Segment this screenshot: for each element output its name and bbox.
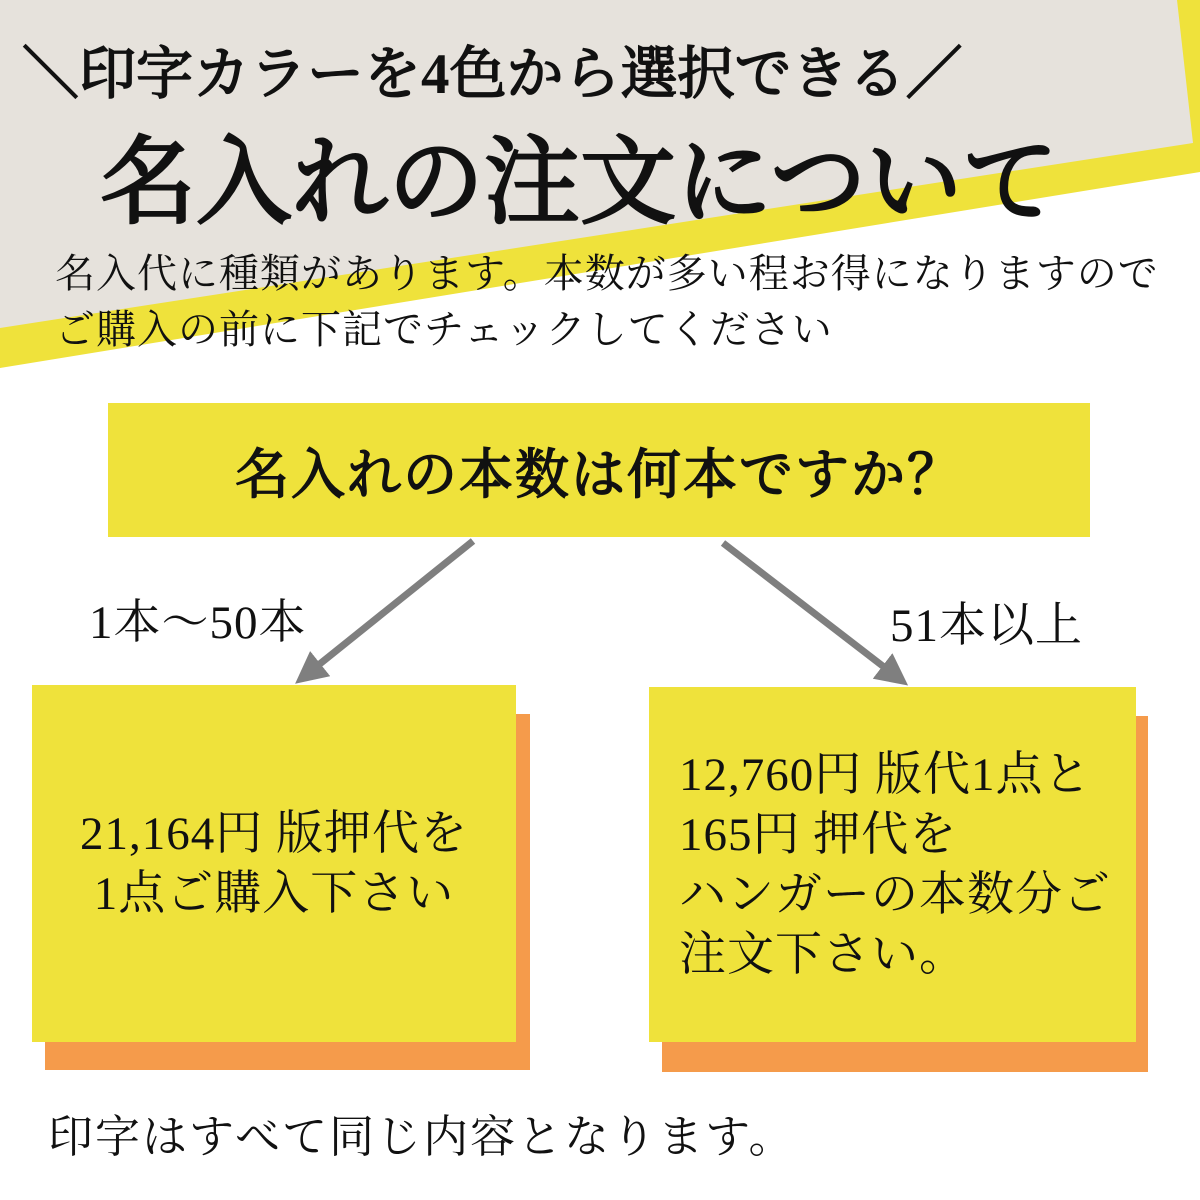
right-card-line-4: 注文下さい。 — [679, 928, 967, 981]
right-branch-label: 51本以上 — [890, 600, 1083, 652]
right-card-line-3: ハンガーの本数分ご — [679, 868, 1111, 921]
footer-note: 印字はすべて同じ内容となります。 — [48, 1112, 796, 1162]
intro-line-1: 名入代に種類があります。本数が多い程お得になりますので — [55, 251, 1159, 296]
page-title: 名入れの注文について — [100, 129, 1059, 236]
question-text: 名入れの本数は何本ですか？ — [235, 444, 963, 505]
right-branch-arrow — [723, 543, 897, 677]
right-card-line-1: 12,760円 版代1点と — [679, 748, 1092, 801]
left-branch-label: 1本〜50本 — [89, 597, 307, 649]
right-price-card — [649, 687, 1136, 1042]
left-card-line-1: 21,164円 版押代を — [80, 807, 468, 860]
header-tagline: ＼印字カラーを4色から選択できる／ — [22, 43, 963, 106]
left-card-line-2: 1点ご購入下さい — [93, 867, 455, 920]
question-box — [108, 403, 1090, 537]
left-branch-arrow — [306, 541, 473, 675]
intro-line-2: ご購入の前に下記でチェックしてください — [55, 307, 833, 352]
left-price-card — [32, 685, 516, 1042]
intro-text — [55, 246, 1175, 358]
right-card-line-2: 165円 押代を — [679, 808, 958, 861]
